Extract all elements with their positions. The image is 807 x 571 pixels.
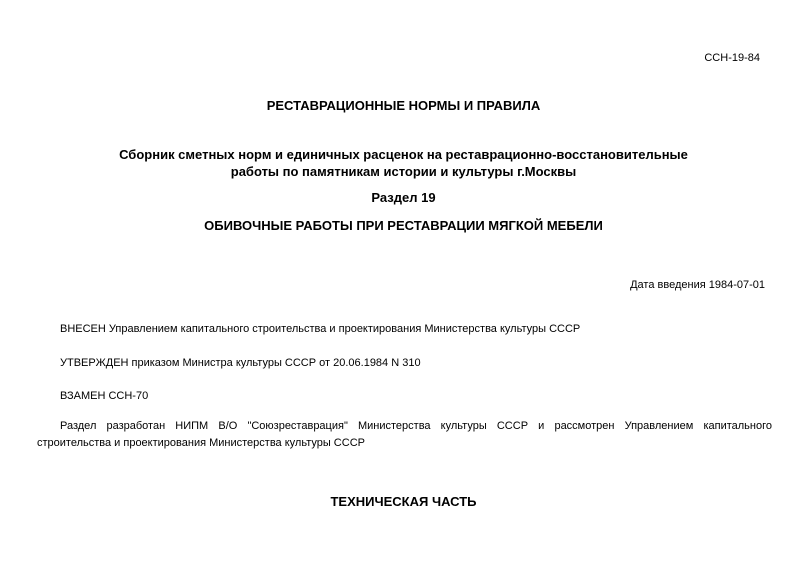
paragraph-developed xyxy=(37,418,772,452)
document-subtitle xyxy=(0,146,807,180)
section-title: ОБИВОЧНЫЕ РАБОТЫ ПРИ РЕСТАВРАЦИИ МЯГКОЙ МЕБЕЛИ xyxy=(204,218,603,233)
introduction-date: Дата введения 1984-07-01 xyxy=(630,279,765,291)
paragraph-developed-line-2: строительства и проектирования Министерства культуры СССР xyxy=(37,437,365,449)
section-number: Раздел 19 xyxy=(371,190,436,205)
subtitle-line-1: Сборник сметных норм и единичных расценок на реставрационно-восстановительные xyxy=(119,147,688,162)
paragraph-approved: УТВЕРЖДЕН приказом Министра культуры СССР от 20.06.1984 N 310 xyxy=(60,357,421,369)
subtitle-line-2: работы по памятникам истории и культуры г.Москвы xyxy=(230,164,577,179)
paragraph-developed-line-1: Раздел разработан НИПМ В/О "Союзреставрация" Министерства культуры СССР и рассмотрен Управлением капитального xyxy=(60,420,772,432)
paragraph-introduced: ВНЕСЕН Управлением капитального строительства и проектирования Министерства культуры СССР xyxy=(60,323,581,335)
document-code: ССН-19-84 xyxy=(704,52,760,64)
technical-part-heading: ТЕХНИЧЕСКАЯ ЧАСТЬ xyxy=(330,494,477,509)
document-title: РЕСТАВРАЦИОННЫЕ НОРМЫ И ПРАВИЛА xyxy=(266,98,541,113)
paragraph-replaces: ВЗАМЕН ССН-70 xyxy=(60,390,149,402)
